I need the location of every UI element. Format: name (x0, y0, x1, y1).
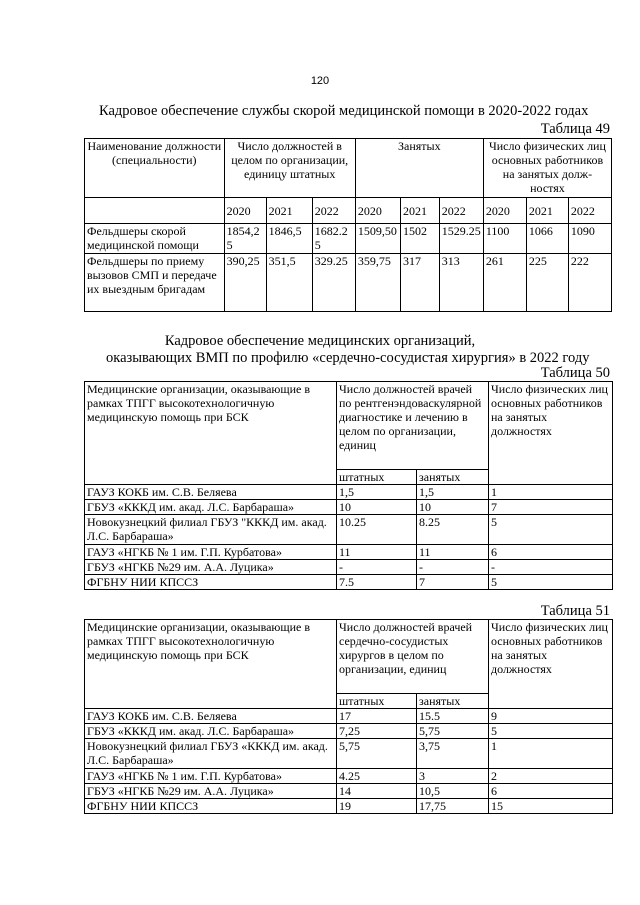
header-org: Медицинские организации, оказывающие в рамках ТПГГ высокотехнологичную медицинскую помощь при БСК (85, 620, 337, 709)
table-row (85, 560, 613, 575)
occupied-cell: 7 (417, 575, 489, 590)
row-name: Фельдшеры по приему вызовов СМП и передаче их выездным бригадам (85, 254, 225, 312)
occupied-cell: 8.25 (417, 515, 489, 545)
staff-cell: 7.5 (337, 575, 417, 590)
occupied-cell: 10,5 (417, 784, 489, 799)
value-cell: 1682.25 (312, 224, 355, 254)
value-cell: 317 (400, 254, 439, 312)
staff-cell: 11 (337, 545, 417, 560)
year-cell: 2022 (568, 198, 611, 224)
value-cell: 1066 (526, 224, 568, 254)
table-row (85, 724, 613, 739)
header-positions: Число должностей в целом по организации, единицу штатных (224, 139, 355, 198)
staff-cell: 4.25 (337, 769, 417, 784)
individuals-cell: 5 (489, 575, 613, 590)
value-cell: 1529.25 (439, 224, 483, 254)
staff-cell: 14 (337, 784, 417, 799)
occupied-cell: - (417, 560, 489, 575)
org-cell: ГАУЗ КОКБ им. С.В. Беляева (85, 485, 337, 500)
org-cell: ГАУЗ «НГКБ № 1 им. Г.П. Курбатова» (85, 769, 337, 784)
value-cell: 313 (439, 254, 483, 312)
individuals-cell: 6 (489, 545, 613, 560)
header-blank (85, 198, 225, 224)
occupied-cell: 5,75 (417, 724, 489, 739)
table-50-title-line1: Кадровое обеспечение медицинских организаций, (164, 333, 476, 349)
value-cell: 1090 (568, 224, 611, 254)
table-row (85, 254, 612, 312)
individuals-cell: 1 (489, 739, 613, 769)
table-51-label: Таблица 51 (540, 603, 610, 619)
staff-cell: 7,25 (337, 724, 417, 739)
individuals-cell: 1 (489, 485, 613, 500)
occupied-cell: 3,75 (417, 739, 489, 769)
header-individuals: Число физических лиц основных работников на занятых должностях (489, 382, 613, 485)
header-name: Наименование должности (специальности) (85, 139, 225, 198)
org-cell: ГБУЗ «КККД им. акад. Л.С. Барбараша» (85, 724, 337, 739)
occupied-cell: 10 (417, 500, 489, 515)
header-occupied: Занятых (355, 139, 483, 198)
year-cell: 2021 (266, 198, 312, 224)
table-51 (84, 619, 613, 814)
value-cell: 1100 (483, 224, 526, 254)
org-cell: ГБУЗ «КККД им. акад. Л.С. Барбараша» (85, 500, 337, 515)
year-cell: 2022 (439, 198, 483, 224)
header-occupied: занятых (417, 694, 489, 709)
org-cell: ГАУЗ КОКБ им. С.В. Беляева (85, 709, 337, 724)
header-positions: Число должностей врачей по рентгенэндоваскулярной диагностике и лечению в целом по организации, единиц (337, 382, 489, 470)
table-row (85, 224, 612, 254)
staff-cell: 10 (337, 500, 417, 515)
org-cell: ГБУЗ «НГКБ №29 им. А.А. Луцика» (85, 784, 337, 799)
table-row (85, 515, 613, 545)
header-org: Медицинские организации, оказывающие в рамках ТПГГ высокотехнологичную медицинскую помощь при БСК (85, 382, 337, 485)
org-cell: ГБУЗ «НГКБ №29 им. А.А. Луцика» (85, 560, 337, 575)
table-49-label: Таблица 49 (540, 121, 610, 137)
staff-cell: 19 (337, 799, 417, 814)
year-cell: 2020 (355, 198, 400, 224)
table-row (85, 769, 613, 784)
org-cell: ФГБНУ НИИ КПССЗ (85, 799, 337, 814)
occupied-cell: 1,5 (417, 485, 489, 500)
value-cell: 351,5 (266, 254, 312, 312)
occupied-cell: 11 (417, 545, 489, 560)
individuals-cell: 5 (489, 515, 613, 545)
table-row (85, 784, 613, 799)
value-cell: 225 (526, 254, 568, 312)
table-row (85, 500, 613, 515)
value-cell: 222 (568, 254, 611, 312)
header-staff: штатных (337, 694, 417, 709)
value-cell: 1509,50 (355, 224, 400, 254)
value-cell: 1854,25 (224, 224, 266, 254)
header-individuals: Число физических лиц основных работников на занятых должностях (489, 620, 613, 709)
value-cell: 329.25 (312, 254, 355, 312)
individuals-cell: 7 (489, 500, 613, 515)
table-50 (84, 381, 613, 590)
table-49 (84, 138, 612, 312)
staff-cell: 10.25 (337, 515, 417, 545)
table-row (85, 709, 613, 724)
individuals-cell: - (489, 560, 613, 575)
year-cell: 2020 (483, 198, 526, 224)
staff-cell: - (337, 560, 417, 575)
year-cell: 2021 (526, 198, 568, 224)
year-cell: 2022 (312, 198, 355, 224)
staff-cell: 1,5 (337, 485, 417, 500)
individuals-cell: 6 (489, 784, 613, 799)
occupied-cell: 15.5 (417, 709, 489, 724)
value-cell: 390,25 (224, 254, 266, 312)
org-cell: Новокузнецкий филиал ГБУЗ «КККД им. акад. Л.С. Барбараша» (85, 739, 337, 769)
org-cell: ГАУЗ «НГКБ № 1 им. Г.П. Курбатова» (85, 545, 337, 560)
table-row (85, 485, 613, 500)
individuals-cell: 9 (489, 709, 613, 724)
occupied-cell: 17,75 (417, 799, 489, 814)
individuals-cell: 5 (489, 724, 613, 739)
header-individuals: Число физических лиц основных работников на занятых долж-ностях (483, 139, 611, 198)
occupied-cell: 3 (417, 769, 489, 784)
header-positions: Число должностей врачей сердечно-сосудистых хирургов в целом по организации, единиц (337, 620, 489, 694)
table-row (85, 739, 613, 769)
row-name: Фельдшеры скорой медицинской помощи (85, 224, 225, 254)
value-cell: 359,75 (355, 254, 400, 312)
page-number: 120 (310, 75, 330, 87)
org-cell: ФГБНУ НИИ КПССЗ (85, 575, 337, 590)
individuals-cell: 15 (489, 799, 613, 814)
individuals-cell: 2 (489, 769, 613, 784)
value-cell: 1502 (400, 224, 439, 254)
year-cell: 2020 (224, 198, 266, 224)
staff-cell: 5,75 (337, 739, 417, 769)
table-row (85, 799, 613, 814)
value-cell: 261 (483, 254, 526, 312)
table-49-title: Кадровое обеспечение службы скорой медицинской помощи в 2020-2022 годах (99, 103, 589, 119)
table-50-label: Таблица 50 (540, 365, 610, 381)
table-50-title-line2: оказывающих ВМП по профилю «сердечно-сосудистая хирургия» в 2022 году (106, 350, 590, 366)
table-row (85, 575, 613, 590)
org-cell: Новокузнецкий филиал ГБУЗ "КККД им. акад. Л.С. Барбараша» (85, 515, 337, 545)
table-row (85, 545, 613, 560)
staff-cell: 17 (337, 709, 417, 724)
header-occupied: занятых (417, 470, 489, 485)
header-staff: штатных (337, 470, 417, 485)
year-cell: 2021 (400, 198, 439, 224)
value-cell: 1846,5 (266, 224, 312, 254)
